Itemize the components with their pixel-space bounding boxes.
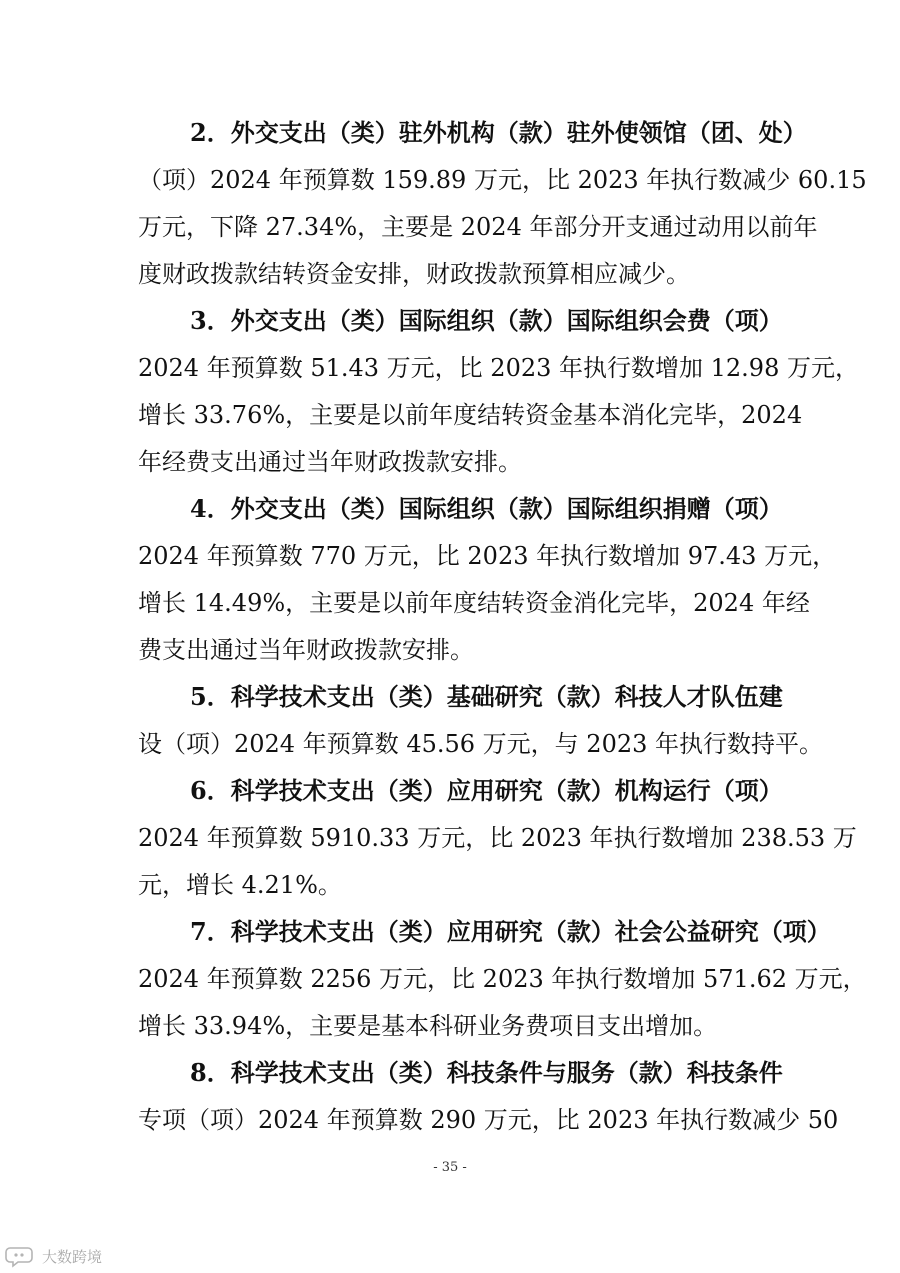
watermark [6, 1243, 102, 1269]
paragraph-3-line-4: 年经费支出通过当年财政拨款安排。 [138, 448, 522, 476]
paragraph-4-line-4: 费支出通过当年财政拨款安排。 [138, 636, 474, 664]
paragraph-2-line-4: 度财政拨款结转资金安排，财政拨款预算相应减少。 [138, 260, 690, 288]
paragraph-8-line-1: 8．科学技术支出（类）科技条件与服务（款）科技条件 [190, 1058, 783, 1087]
paragraph-6-line-1: 6．科学技术支出（类）应用研究（款）机构运行（项） [190, 776, 783, 805]
chat-bubble-logo-icon [6, 1245, 36, 1267]
paragraph-3-line-1: 3．外交支出（类）国际组织（款）国际组织会费（项） [190, 306, 783, 335]
paragraph-4-line-2: 2024 年预算数 770 万元，比 2023 年执行数增加 97.43 万元， [138, 542, 837, 570]
paragraph-5-line-2: 设（项）2024 年预算数 45.56 万元，与 2023 年执行数持平。 [138, 730, 824, 758]
paragraph-6-line-2: 2024 年预算数 5910.33 万元，比 2023 年执行数增加 238.53 万 [138, 824, 857, 852]
paragraph-2-line-2: （项）2024 年预算数 159.89 万元，比 2023 年执行数减少 60.15 [138, 166, 867, 194]
paragraph-7-line-2: 2024 年预算数 2256 万元，比 2023 年执行数增加 571.62 万元， [138, 965, 867, 993]
paragraph-2-line-3: 万元，下降 27.34%，主要是 2024 年部分开支通过动用以前年 [138, 213, 818, 241]
paragraph-5-line-1: 5．科学技术支出（类）基础研究（款）科技人才队伍建 [190, 682, 783, 711]
paragraph-4-line-1: 4．外交支出（类）国际组织（款）国际组织捐赠（项） [190, 494, 783, 523]
paragraph-7-line-3: 增长 33.94%，主要是基本科研业务费项目支出增加。 [138, 1012, 718, 1040]
watermark-text: 大数跨境 [42, 1247, 103, 1266]
paragraph-8-line-2: 专项（项）2024 年预算数 290 万元，比 2023 年执行数减少 50 [138, 1106, 839, 1134]
paragraph-3-line-2: 2024 年预算数 51.43 万元，比 2023 年执行数增加 12.98 万元， [138, 354, 859, 382]
paragraph-7-line-1: 7．科学技术支出（类）应用研究（款）社会公益研究（项） [190, 917, 831, 946]
paragraph-3-line-3: 增长 33.76%，主要是以前年度结转资金基本消化完毕，2024 [138, 401, 803, 429]
paragraph-2-line-1: 2．外交支出（类）驻外机构（款）驻外使领馆（团、处） [190, 118, 807, 147]
paragraph-6-line-3: 元，增长 4.21%。 [138, 871, 342, 899]
paragraph-4-line-3: 增长 14.49%，主要是以前年度结转资金消化完毕，2024 年经 [138, 589, 810, 617]
page-number: - 35 - [433, 1160, 467, 1175]
